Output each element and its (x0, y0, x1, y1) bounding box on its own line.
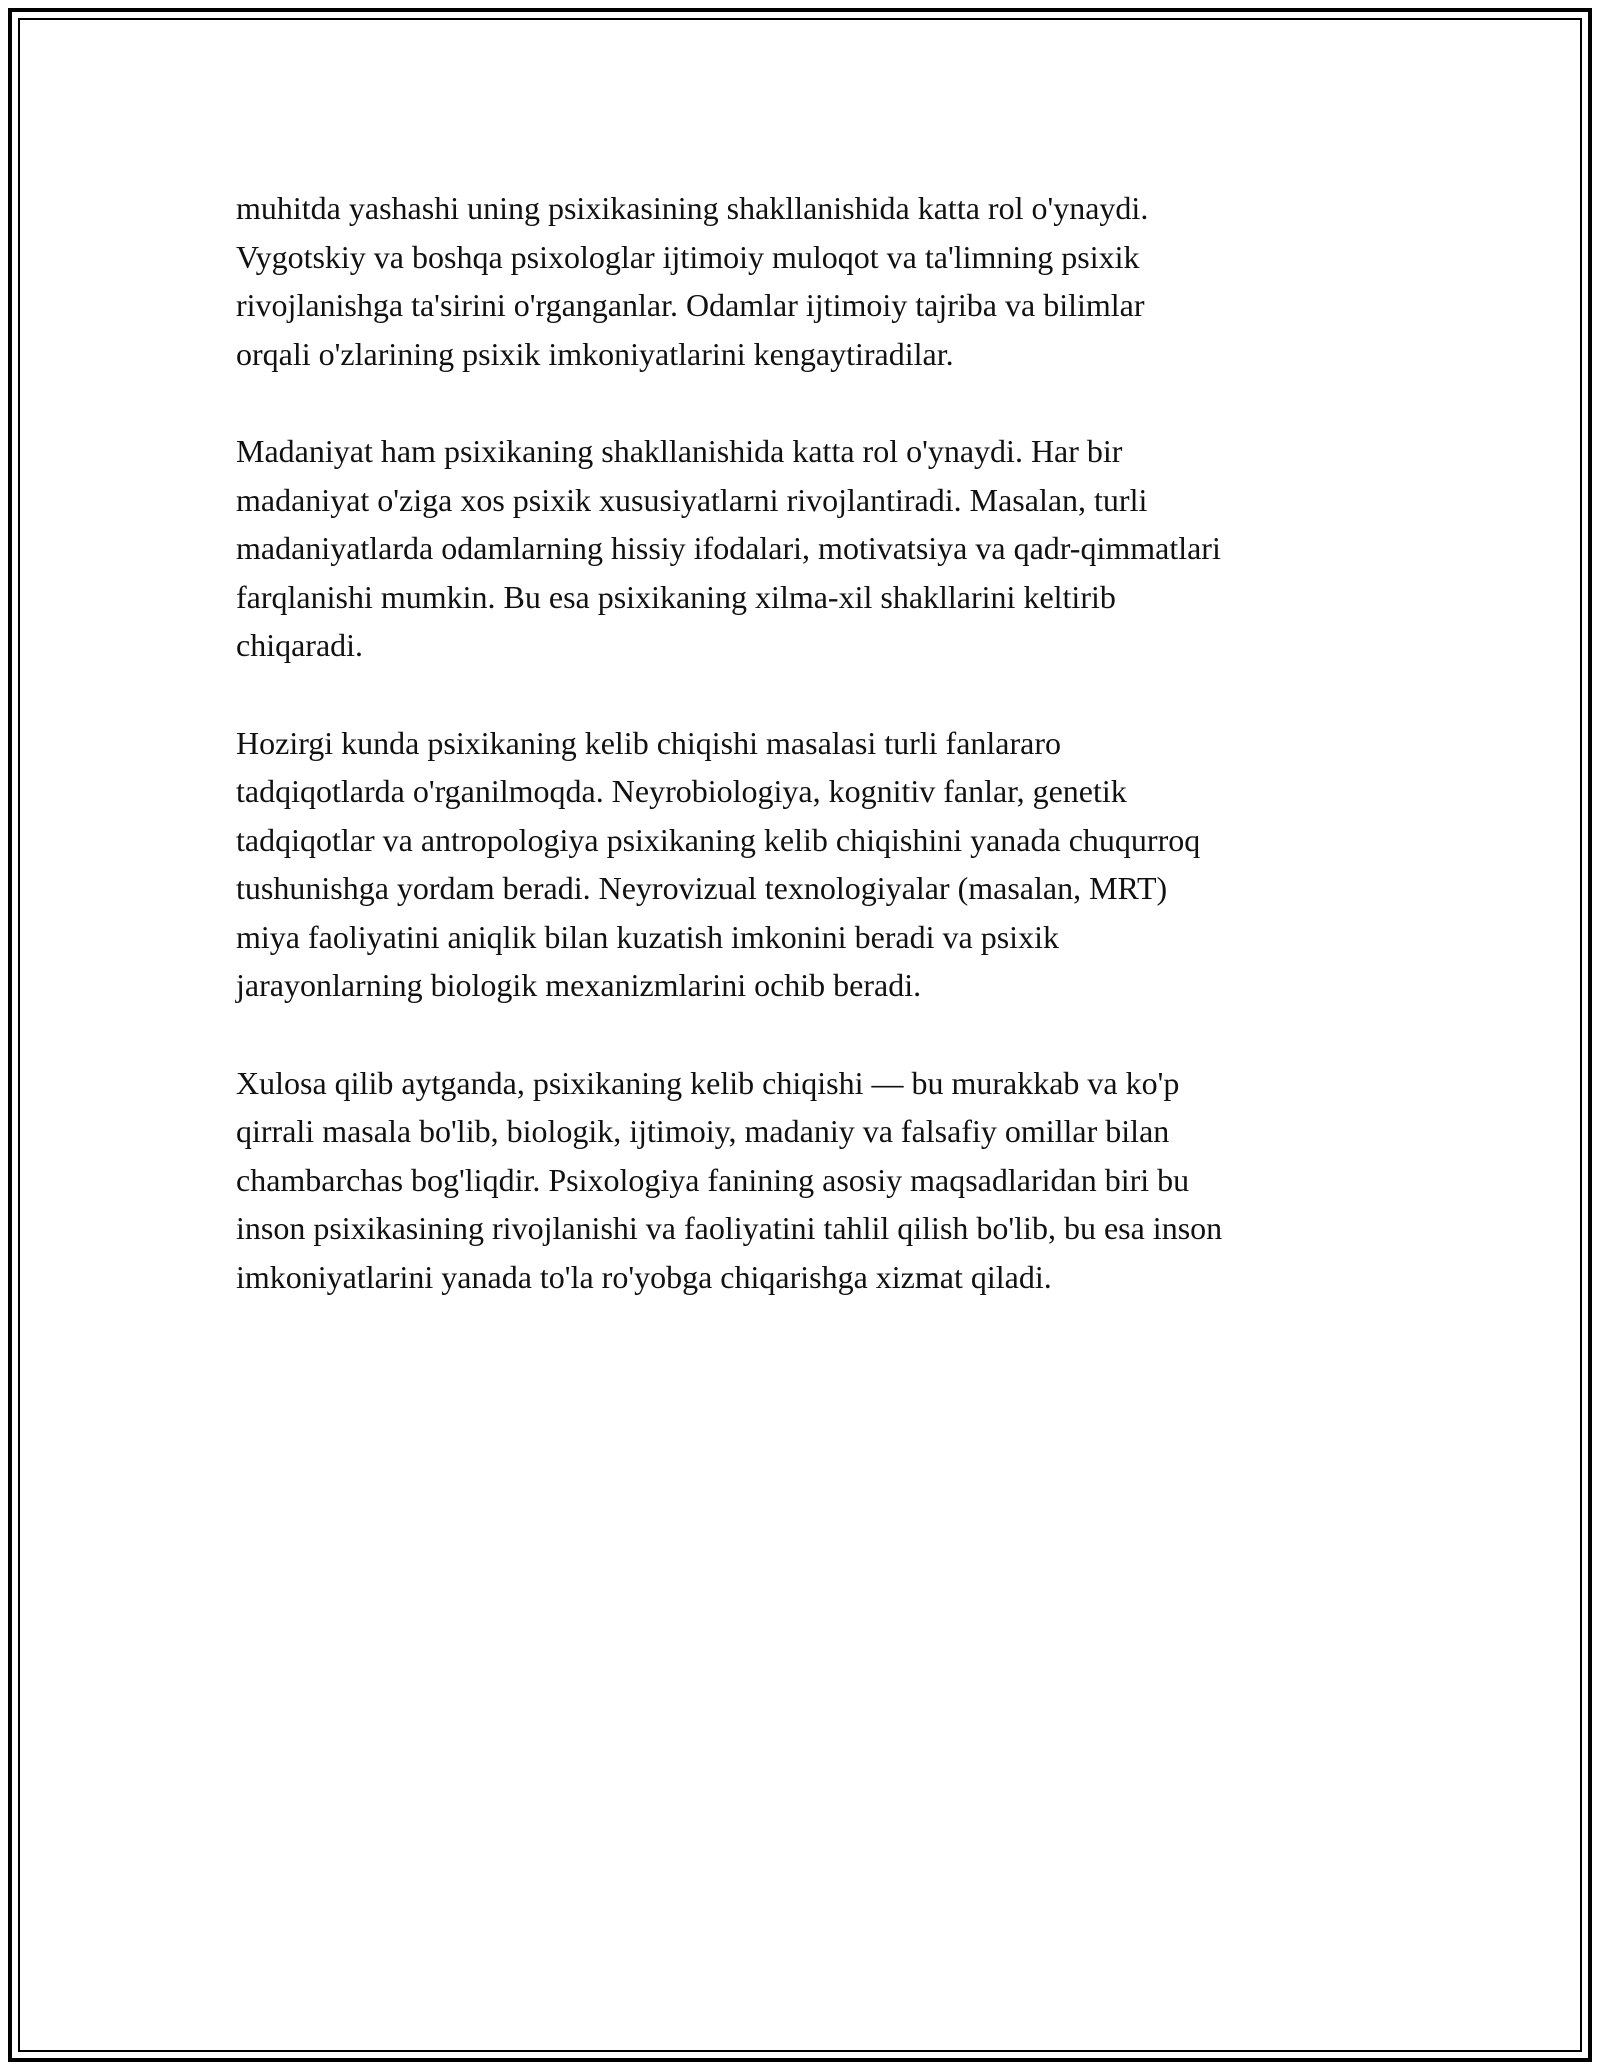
text-line: Vygotskiy va boshqa psixologlar ijtimoiy muloqot va ta'limning psixik (236, 238, 1140, 275)
paragraph-interdisciplinary-research (236, 719, 1366, 1010)
paragraph-conclusion (236, 1059, 1366, 1302)
text-line: rivojlanishga ta'sirini o'rganganlar. Odamlar ijtimoiy tajriba va bilimlar (236, 287, 1145, 323)
text-line: farqlanishi mumkin. Bu esa psixikaning xilma-xil shakllarini keltirib (236, 578, 1116, 615)
text-line: jarayonlarning biologik mexanizmlarini ochib beradi. (236, 967, 922, 1003)
text-line: imkoniyatlarini yanada to'la ro'yobga chiqarishga xizmat qiladi. (236, 1258, 1052, 1295)
text-line: inson psixikasining rivojlanishi va faoliyatini tahlil qilish bo'lib, bu esa inson (236, 1210, 1223, 1246)
text-line: Madaniyat ham psixikaning shakllanishida katta rol o'ynaydi. Har bir (236, 433, 1123, 469)
text-line: chiqaradi. (236, 627, 364, 663)
text-line: tadqiqotlarda o'rganilmoqda. Neyrobiologiya, kognitiv fanlar, genetik (236, 773, 1127, 809)
text-line: Hozirgi kunda psixikaning kelib chiqishi masalasi turli fanlararo (236, 724, 1061, 761)
document-body (236, 184, 1366, 1350)
text-line: madaniyat o'ziga xos psixik xususiyatlarni rivojlantiradi. Masalan, turli (236, 481, 1148, 518)
text-line: Xulosa qilib aytganda, psixikaning kelib chiqishi — bu murakkab va ko'p (236, 1064, 1180, 1101)
text-line: tushunishga yordam beradi. Neyrovizual texnologiyalar (masalan, MRT) (236, 870, 1168, 906)
paragraph-culture (236, 427, 1366, 670)
text-line: orqali o'zlarining psixik imkoniyatlarini kengaytiradilar. (236, 335, 954, 372)
text-line: qirrali masala bo'lib, biologik, ijtimoiy, madaniy va falsafiy omillar bilan (236, 1113, 1170, 1149)
text-line: miya faoliyatini aniqlik bilan kuzatish imkonini beradi va psixik (236, 918, 1059, 955)
text-line: chambarchas bog'liqdir. Psixologiya fanining asosiy maqsadlaridan biri bu (236, 1161, 1190, 1198)
text-line: tadqiqotlar va antropologiya psixikaning kelib chiqishini yanada chuqurroq (236, 821, 1201, 858)
text-line: madaniyatlarda odamlarning hissiy ifodalari, motivatsiya va qadr-qimmatlari (236, 530, 1221, 566)
text-line: muhitda yashashi uning psixikasining shakllanishida katta rol o'ynaydi. (236, 190, 1149, 226)
paragraph-social-environment (236, 184, 1366, 378)
